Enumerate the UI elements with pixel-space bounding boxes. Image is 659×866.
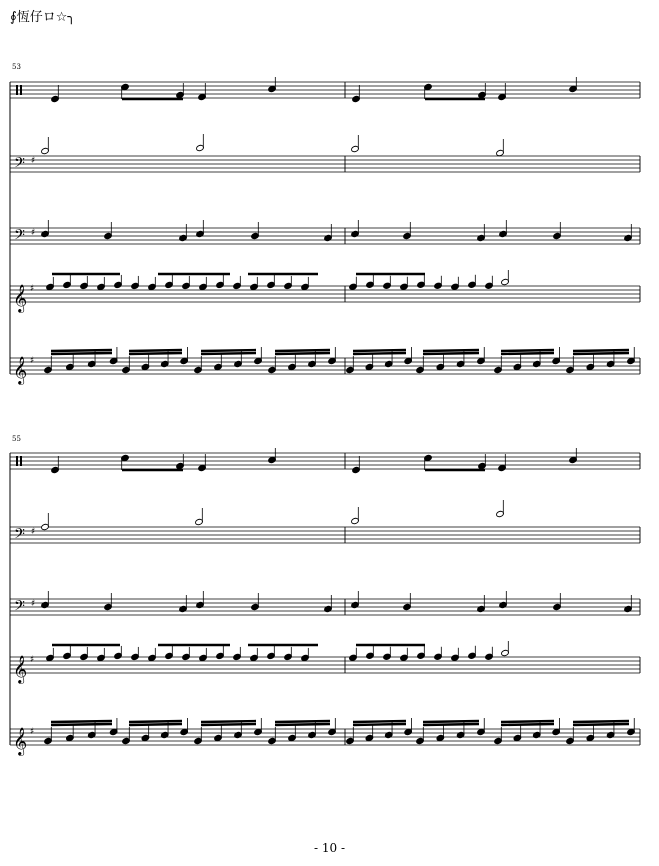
- bass-clef: 𝄢: [14, 227, 25, 247]
- note-beam: [501, 350, 554, 351]
- key-sharp: ♯: [30, 356, 35, 366]
- note-beam: [129, 724, 182, 725]
- key-sharp: ♯: [31, 228, 36, 238]
- note-beam: [275, 721, 330, 722]
- note-beam: [501, 724, 554, 725]
- percussion-clef: [20, 456, 22, 466]
- note-beam: [423, 350, 479, 351]
- note-beam: [423, 353, 479, 354]
- note-beam: [501, 353, 554, 354]
- bass-clef: 𝄢: [14, 598, 25, 618]
- page-header-title: ∮恆仔ロ☆╮: [10, 10, 76, 25]
- bass-clef: 𝄢: [14, 526, 25, 546]
- treble-clef: 𝄞: [13, 356, 28, 384]
- note-beam: [51, 721, 112, 722]
- page-number: - 10 -: [313, 841, 345, 855]
- key-sharp: ♯: [30, 284, 35, 294]
- key-sharp: ♯: [31, 527, 36, 537]
- note-beam: [275, 353, 330, 354]
- note-beam: [573, 724, 629, 725]
- notes-layer: [41, 77, 635, 745]
- note-beam: [275, 724, 330, 725]
- percussion-clef: [20, 85, 22, 95]
- note-beam: [353, 353, 406, 354]
- treble-clef: 𝄞: [13, 655, 28, 683]
- note-beam: [573, 350, 629, 351]
- note-beam: [353, 350, 406, 351]
- percussion-clef: [16, 456, 18, 466]
- percussion-clef: [16, 85, 18, 95]
- key-sharp: ♯: [31, 156, 36, 166]
- note-beam: [573, 353, 629, 354]
- key-sharp: ♯: [31, 599, 36, 609]
- note-beam: [129, 353, 182, 354]
- note-beam: [201, 721, 256, 722]
- treble-clef: 𝄞: [13, 284, 28, 312]
- note-beam: [423, 724, 479, 725]
- note-beam: [573, 721, 629, 722]
- key-sharp: ♯: [30, 727, 35, 737]
- note-beam: [201, 350, 256, 351]
- note-beam: [129, 350, 182, 351]
- treble-clef: 𝄞: [13, 727, 28, 755]
- note-beam: [423, 721, 479, 722]
- note-beam: [201, 724, 256, 725]
- note-beam: [129, 721, 182, 722]
- note-beam: [51, 724, 112, 725]
- key-sharp: ♯: [30, 655, 35, 665]
- note-beam: [353, 721, 406, 722]
- note-beam: [51, 350, 112, 351]
- measure-number-system-2: 55: [12, 435, 21, 443]
- bass-clef: 𝄢: [14, 155, 25, 175]
- measure-number-system-1: 53: [12, 63, 21, 71]
- note-beam: [51, 353, 112, 354]
- note-beam: [501, 721, 554, 722]
- note-beam: [353, 724, 406, 725]
- note-beam: [275, 350, 330, 351]
- note-beam: [201, 353, 256, 354]
